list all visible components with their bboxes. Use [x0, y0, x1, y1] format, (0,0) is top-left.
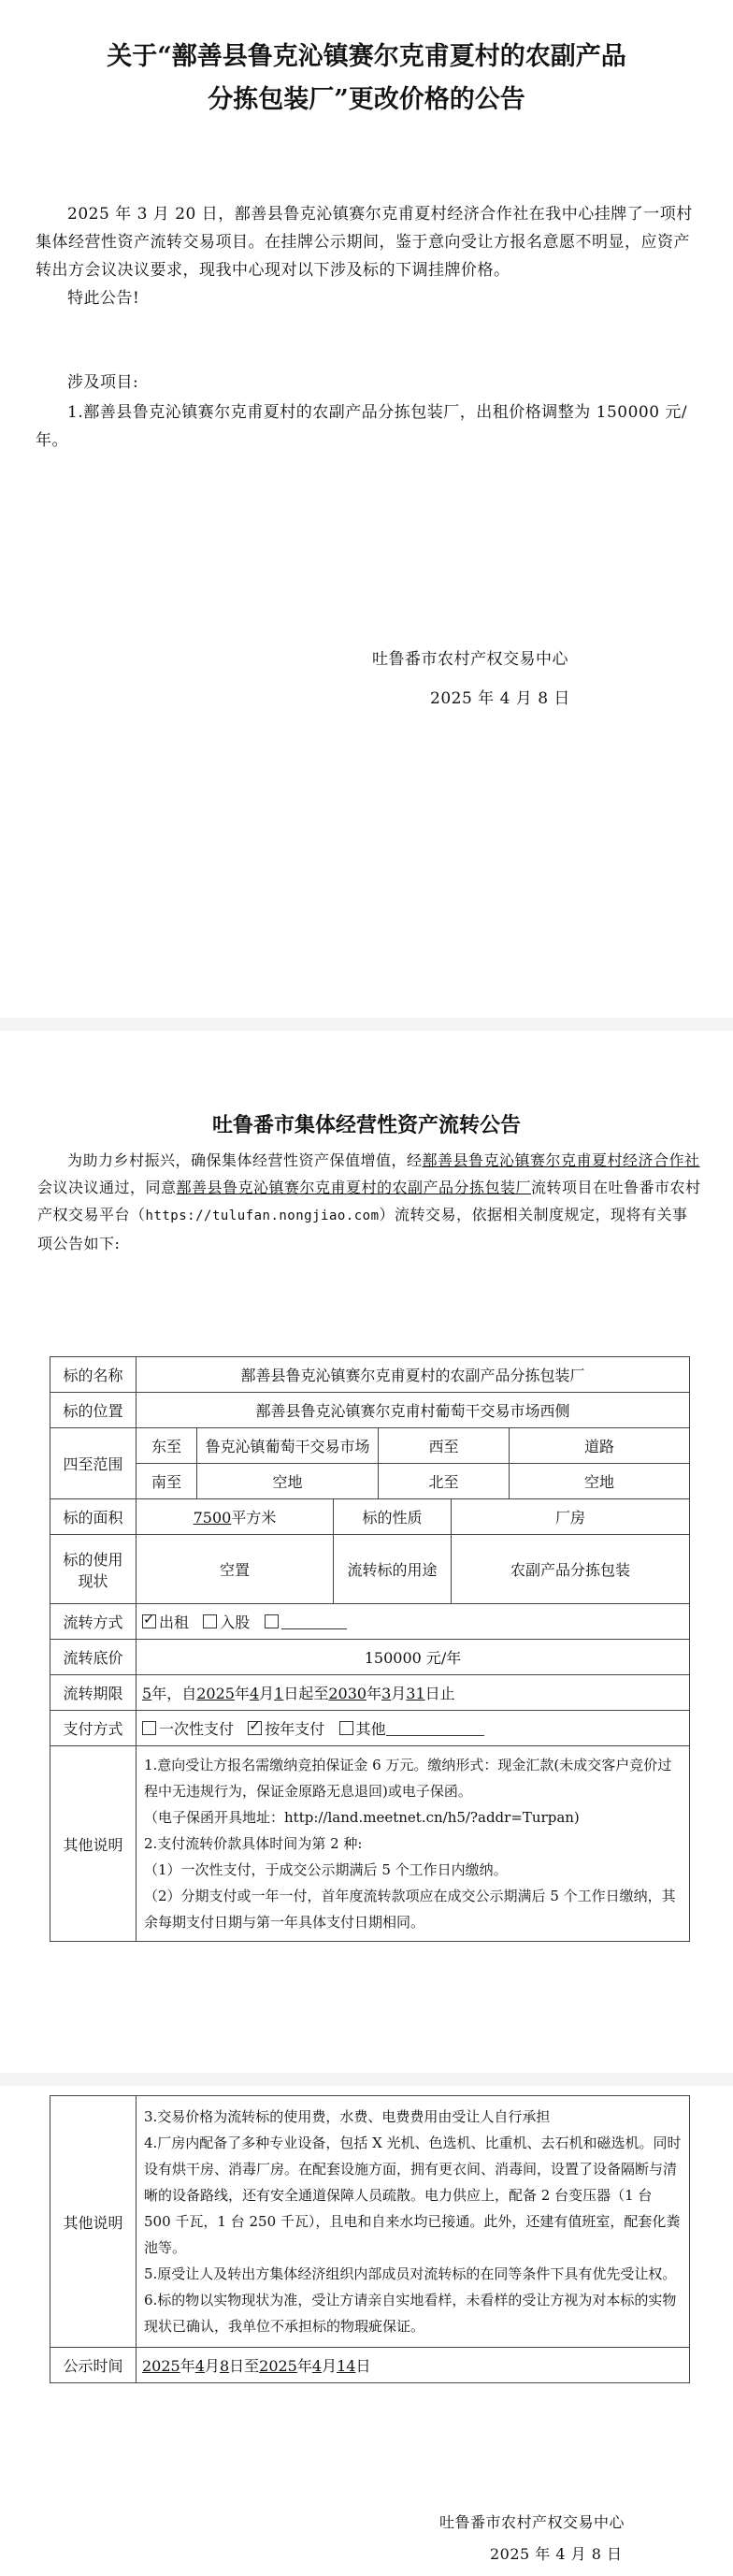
checkbox-annual-checked[interactable] — [248, 1721, 262, 1735]
platform-url-link[interactable]: https://tulufan.nongjiao.com — [145, 1208, 380, 1223]
period-start-day: 8 — [219, 2357, 230, 2375]
term-text: 月 — [391, 1685, 407, 1702]
note-line: 6.标的物以实物现状为准，受让方请亲自实地看样，未看样的受让方视为对本标的实物现状已确认，我单位不承担标的物瑕疵保证。 — [144, 2292, 677, 2335]
use-value: 农副产品分拣包装 — [452, 1535, 690, 1604]
period-text: 年 — [180, 2357, 195, 2375]
term-end-month: 3 — [381, 1685, 392, 1702]
period-text: 年 — [296, 2357, 312, 2375]
area-number: 7500 — [193, 1509, 232, 1527]
status-label: 标的使用现状 — [50, 1535, 137, 1604]
intro-text-c: 流转项目在吐鲁番市农村产权交易平台（ — [37, 1179, 701, 1223]
term-start-day: 1 — [274, 1685, 284, 1702]
north-value: 空地 — [510, 1464, 690, 1499]
north-label: 北至 — [379, 1464, 510, 1499]
other-notes-content — [137, 2096, 690, 2348]
term-value — [137, 1675, 690, 1711]
period-text: 日至 — [229, 2357, 260, 2375]
checkbox-other-method[interactable] — [265, 1614, 279, 1628]
note-line: 4.厂房内配备了多种专业设备，包括 X 光机、色选机、比重机、去石机和磁选机。同时设有烘干房、消毒厂房。在配套设施方面，拥有更衣间、消毒间，设置了设备隔断与清晰的设备路线，还有安全通道保障人员疏散。电力供应上，配备 2 台变压器（1 台 500 千瓦，1 台 250 千瓦），且电和自来水均已接通。此外，还建有值班室，配套化粪池等。 — [144, 2135, 682, 2256]
use-label: 流转标的用途 — [334, 1535, 452, 1604]
term-text: 年，自 — [151, 1685, 197, 1702]
other-notes-label: 其他说明 — [50, 2096, 137, 2348]
area-unit: 平方米 — [231, 1509, 277, 1527]
notice-page-2 — [0, 1031, 733, 2073]
payment-option-other: 其他 — [355, 1720, 386, 1738]
intro-text-a: 为助力乡村振兴，确保集体经营性资产保值增值，经 — [67, 1151, 423, 1169]
announcement-date: 2025 年 4 月 8 日 — [490, 2545, 623, 2563]
status-value: 空置 — [137, 1535, 334, 1604]
other-notes-label: 其他说明 — [50, 1746, 137, 1942]
publicity-period-value — [137, 2348, 690, 2383]
page-separator — [0, 2073, 733, 2086]
south-label: 南至 — [137, 1464, 197, 1499]
notice-paragraph: 2025 年 3 月 20 日，鄯善县鲁克沁镇赛尔克甫夏村经济合作社在我中心挂牌了一项村集体经营性资产流转交易项目。在挂牌公示期间，鉴于意向受让方报名意愿不明显，应资产转出方会议决议要求，现我中心现对以下涉及标的下调挂牌价格。 — [36, 205, 693, 280]
payment-option-lump-sum: 一次性支付 — [159, 1720, 235, 1738]
checkbox-lease-checked[interactable] — [142, 1614, 156, 1628]
location-value: 鄯善县鲁克沁镇赛尔克甫村葡萄干交易市场西侧 — [137, 1393, 690, 1428]
checkbox-lump-sum[interactable] — [142, 1721, 156, 1735]
announcement-title: 吐鲁番市集体经营性资产流转公告 — [211, 1113, 521, 1137]
term-end-day: 31 — [406, 1685, 425, 1702]
area-value — [137, 1499, 334, 1535]
term-text: 日止 — [424, 1685, 455, 1702]
notice-page-1 — [0, 0, 733, 1018]
floor-price-label: 流转底价 — [50, 1640, 137, 1675]
method-option-equity: 入股 — [220, 1614, 251, 1631]
other-payment-blank — [386, 1722, 484, 1736]
east-value: 鲁克沁镇葡萄干交易市场 — [197, 1428, 379, 1464]
south-value: 空地 — [197, 1464, 379, 1499]
period-text: 日 — [355, 2357, 371, 2375]
intro-project-name: 鄯善县鲁克沁镇赛尔克甫夏村的农副产品分拣包装厂 — [176, 1179, 532, 1196]
note-line: （1）一次性支付，于成交公示期满后 5 个工作日内缴纳。 — [144, 1861, 508, 1878]
checkbox-equity[interactable] — [203, 1614, 217, 1628]
note-line: 2.支付流转价款具体时间为第 2 种: — [144, 1835, 363, 1852]
term-start-month: 4 — [249, 1685, 260, 1702]
intro-transferor: 鄯善县鲁克沁镇赛尔克甫夏村经济合作社 — [422, 1151, 700, 1169]
notice-page-3 — [0, 2086, 733, 2576]
term-years: 5 — [142, 1685, 152, 1702]
notice-title-line-1: 关于“鄯善县鲁克沁镇赛尔克甫夏村的农副产品 — [107, 42, 626, 71]
term-start-year: 2025 — [196, 1685, 235, 1702]
term-text: 日起至 — [283, 1685, 329, 1702]
term-end-year: 2030 — [328, 1685, 367, 1702]
announcement-intro — [37, 1147, 703, 1257]
term-text: 年 — [234, 1685, 250, 1702]
involved-project-item: 1.鄯善县鲁克沁镇赛尔克甫夏村的农副产品分拣包装厂，出租价格调整为 150000 元/年。 — [36, 403, 688, 450]
other-method-blank — [281, 1615, 347, 1629]
floor-price-value: 150000 元/年 — [137, 1640, 690, 1675]
other-notes-content — [137, 1746, 690, 1942]
asset-info-table-continued — [50, 2095, 690, 2383]
payment-label: 支付方式 — [50, 1711, 137, 1746]
note-line: 5.原受让人及转出方集体经济组织内部成员对流转标的在同等条件下具有优先受让权。 — [144, 2265, 677, 2282]
term-text: 月 — [259, 1685, 275, 1702]
note-line: 3.交易价格为流转标的使用费，水费、电费费用由受让人自行承担 — [144, 2108, 551, 2125]
period-text: 月 — [204, 2357, 220, 2375]
nature-value: 厂房 — [452, 1499, 690, 1535]
period-text: 月 — [322, 2357, 338, 2375]
involved-projects-label: 涉及项目: — [67, 373, 139, 392]
checkbox-other-payment[interactable] — [339, 1721, 353, 1735]
note-line: （电子保函开具地址：http://land.meetnet.cn/h5/?addr=Turpan) — [144, 1809, 580, 1826]
method-option-lease: 出租 — [159, 1614, 190, 1631]
intro-text-b: 会议决议通过，同意 — [37, 1179, 177, 1196]
payment-options — [137, 1711, 690, 1746]
name-label: 标的名称 — [50, 1357, 137, 1393]
note-line: （2）分期支付或一年一付，首年度流转款项应在成交公示期满后 5 个工作日缴纳，其余每期支付日期与第一年具体支付日期相同。 — [144, 1888, 676, 1931]
note-line: 1.意向受让方报名需缴纳竞拍保证金 6 万元。缴纳形式：现金汇款(未成交客户竞价过程中无违规行为，保证金原路无息退回)或电子保函。 — [144, 1757, 672, 1800]
area-label: 标的面积 — [50, 1499, 137, 1535]
intro-text-d: ）流转交易，依据相关制度规定，现将有关事项公告如下: — [37, 1206, 688, 1252]
announcement-signature: 吐鲁番市农村产权交易中心 — [439, 2513, 625, 2531]
notice-title-line-2: 分拣包装厂”更改价格的公告 — [208, 85, 525, 114]
west-label: 西至 — [379, 1428, 510, 1464]
period-start-month: 4 — [194, 2357, 205, 2375]
east-label: 东至 — [137, 1428, 197, 1464]
period-start-year: 2025 — [142, 2357, 180, 2375]
location-label: 标的位置 — [50, 1393, 137, 1428]
period-end-year: 2025 — [259, 2357, 297, 2375]
method-options — [137, 1604, 690, 1640]
notice-signature: 吐鲁番市农村产权交易中心 — [372, 650, 568, 669]
notice-closing: 特此公告! — [67, 289, 140, 308]
bounds-label: 四至范围 — [50, 1428, 137, 1499]
page-separator — [0, 1018, 733, 1031]
publicity-period-label: 公示时间 — [50, 2348, 137, 2383]
term-label: 流转期限 — [50, 1675, 137, 1711]
nature-label: 标的性质 — [334, 1499, 452, 1535]
period-end-day: 14 — [337, 2357, 356, 2375]
asset-info-table — [50, 1356, 690, 1942]
notice-date: 2025 年 4 月 8 日 — [430, 689, 570, 708]
name-value: 鄯善县鲁克沁镇赛尔克甫夏村的农副产品分拣包装厂 — [137, 1357, 690, 1393]
method-label: 流转方式 — [50, 1604, 137, 1640]
period-end-month: 4 — [311, 2357, 323, 2375]
west-value: 道路 — [510, 1428, 690, 1464]
term-text: 年 — [366, 1685, 382, 1702]
payment-option-annual: 按年支付 — [265, 1720, 325, 1738]
